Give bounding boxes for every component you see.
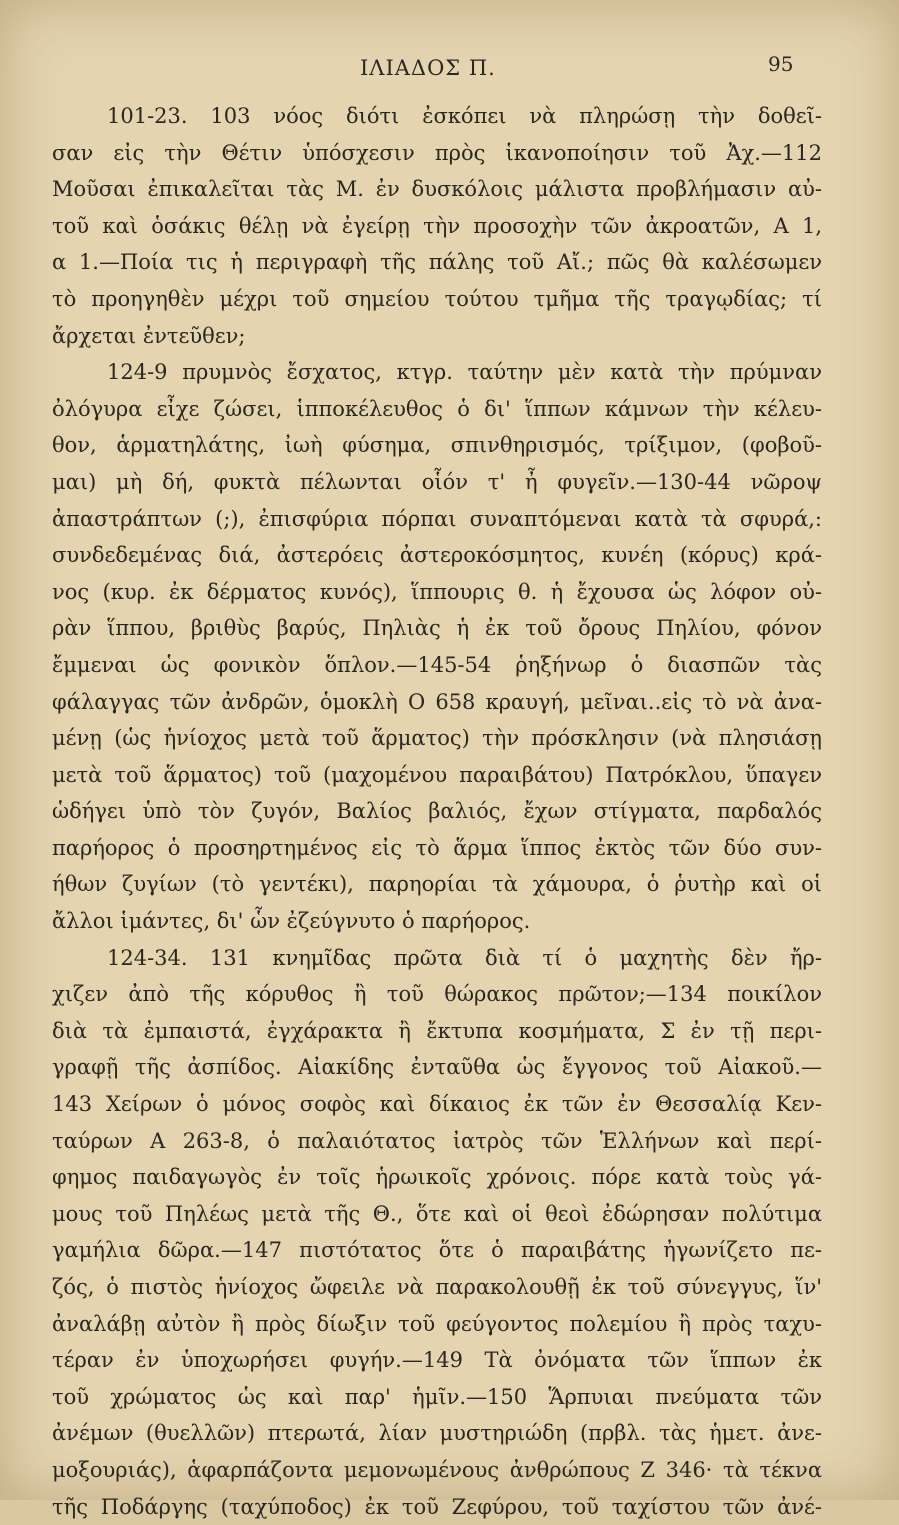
text-line: θον, ἁρματηλάτης, ἰωὴ φύσημα, σπινθηρισμός, τρίξιμον, (φοβοῦ-	[52, 433, 822, 458]
text-line: τέραν ἐν ὑποχωρήσει φυγήν.—149 Τὰ ὀνόματα τῶν ἵππων ἐκ	[52, 1348, 822, 1373]
text-line: ἀπαστράπτων (;), ἐπισφύρια πόρπαι συναπτόμεναι κατὰ τὰ σφυρά,:	[52, 506, 822, 531]
running-title: ΙΛΙΑΔΟΣ Π.	[360, 56, 496, 80]
text-line: γαμήλια δῶρα.—147 πιστότατος ὅτε ὁ παραιβάτης ἠγωνίζετο πε-	[52, 1238, 822, 1263]
text-line: τῆς Ποδάργης (ταχύποδος) ἐκ τοῦ Ζεφύρου, τοῦ ταχίστου τῶν ἀνέ-	[52, 1494, 822, 1519]
text-line: φάλαγγας τῶν ἀνδρῶν, ὁμοκλὴ Ο 658 κραυγή, μεῖναι..εἰς τὸ νὰ ἀνα-	[52, 689, 822, 714]
text-line: μένῃ (ὡς ἡνίοχος μετὰ τοῦ ἅρματος) τὴν πρόσκλησιν (νὰ πλησιάσῃ	[52, 726, 822, 751]
text-line: γραφῇ τῆς ἀσπίδος. Αἰακίδης ἐνταῦθα ὡς ἔγγονος τοῦ Αἰακοῦ.—	[52, 1055, 822, 1080]
text-line: χιζεν ἀπὸ τῆς κόρυθος ἢ τοῦ θώρακος πρῶτον;—134 ποικίλον	[52, 982, 822, 1007]
text-line: μαι) μὴ δή, φυκτὰ πέλωνται οἷόν τ' ἦ φυγεῖν.—130-44 νῶροψ	[52, 469, 822, 494]
text-line: ὀλόγυρα εἶχε ζώσει, ἱπποκέλευθος ὁ δι' ἵππων κάμνων τὴν κέλευ-	[52, 396, 822, 421]
text-line: τοῦ καὶ ὁσάκις θέλῃ νὰ ἐγείρῃ τὴν προσοχὴν τῶν ἀκροατῶν, Α 1,	[52, 213, 822, 238]
text-line: ζός, ὁ πιστὸς ἡνίοχος ὤφειλε νὰ παρακολουθῇ ἐκ τοῦ σύνεγγυς, ἵν'	[52, 1275, 822, 1299]
text-line: συνδεδεμένας διά, ἀστερόεις ἀστεροκόσμητος, κυνέη (κόρυς) κρά-	[52, 543, 822, 568]
text-line: α 1.—Ποία τις ἡ περιγραφὴ τῆς πάλης τοῦ Αἴ.; πῶς θὰ καλέσωμεν	[52, 250, 822, 275]
text-line: ρὰν ἵππου, βριθὺς βαρύς, Πηλιὰς ἡ ἐκ τοῦ ὄρους Πηλίου, φόνον	[52, 616, 822, 641]
text-line: 143 Χείρων ὁ μόνος σοφὸς καὶ δίκαιος ἐκ τῶν ἐν Θεσσαλίᾳ Κεν-	[52, 1092, 822, 1117]
text-line: 124-9 πρυμνὸς ἔσχατος, κτγρ. ταύτην μὲν κατὰ τὴν πρύμναν	[107, 360, 822, 385]
text-line: μοξουριάς), ἁφαρπάζοντα μεμονωμένους ἀνθρώπους Ζ 346· τὰ τέκνα	[52, 1457, 822, 1482]
text-line: ταύρων Α 263-8, ὁ παλαιότατος ἰατρὸς τῶν Ἑλλήνων καὶ περί-	[52, 1128, 822, 1153]
text-line: ἀναλάβῃ αὐτὸν ἢ πρὸς δίωξιν τοῦ φεύγοντος πολεμίου ἢ πρὸς ταχυ-	[52, 1311, 822, 1336]
text-line: μετὰ τοῦ ἅρματος) τοῦ (μαχομένου παραιβάτου) Πατρόκλου, ὕπαγεν	[52, 762, 822, 787]
page-header	[0, 52, 899, 96]
text-line: νος (κυρ. ἐκ δέρματος κυνός), ἵππουρις θ. ἡ ἔχουσα ὡς λόφον οὐ-	[52, 579, 822, 604]
text-line: 101-23. 103 νόος διότι ἐσκόπει νὰ πληρώσῃ τὴν δοθεῖ-	[107, 104, 822, 128]
text-line: διὰ τὰ ἐμπαιστά, ἐγχάρακτα ἢ ἔκτυπα κοσμήματα, Σ ἐν τῇ περι-	[52, 1018, 822, 1043]
text-line: 124-34. 131 κνημῖδας πρῶτα διὰ τί ὁ μαχητὴς δὲν ἤρ-	[107, 945, 822, 970]
text-line: ἄλλοι ἱμάντες, δι' ὧν ἐζεύγνυτο ὁ παρήορος.	[52, 909, 531, 934]
text-line: ἄρχεται ἐντεῦθεν;	[52, 323, 246, 348]
text-line: ἔμμεναι ὡς φονικὸν ὅπλον.—145-54 ῥηξήνωρ ὁ διασπῶν τὰς	[52, 652, 822, 677]
text-line: Μοῦσαι ἐπικαλεῖται τὰς Μ. ἐν δυσκόλοις μάλιστα προβλήμασιν αὐ-	[52, 177, 822, 202]
text-line: παρήορος ὁ προσηρτημένος εἰς τὸ ἅρμα ἵππος ἐκτὸς τῶν δύο συν-	[52, 835, 822, 860]
commentary-text	[52, 98, 822, 1525]
text-line: τοῦ χρώματος ὡς καὶ παρ' ἡμῖν.—150 Ἅρπυιαι πνεύματα τῶν	[52, 1384, 822, 1409]
page-number: 95	[768, 52, 794, 76]
text-line: μους τοῦ Πηλέως μετὰ τῆς Θ., ὅτε καὶ οἱ θεοὶ ἐδώρησαν πολύτιμα	[52, 1201, 822, 1226]
text-line: ἀνέμων (θυελλῶν) πτερωτά, λίαν μυστηριώδη (πρβλ. τὰς ἡμετ. ἀνε-	[52, 1421, 822, 1446]
text-line: σαν εἰς τὴν Θέτιν ὑπόσχεσιν πρὸς ἱκανοποίησιν τοῦ Ἀχ.—112	[52, 140, 822, 165]
text-line: ήθων ζυγίων (τὸ γεντέκι), παρηορίαι τὰ χάμουρα, ὁ ῥυτὴρ καὶ οἱ	[52, 872, 822, 897]
text-line: ὡδήγει ὑπὸ τὸν ζυγόν, Βαλίος βαλιός, ἔχων στίγματα, παρδαλός	[52, 799, 822, 824]
text-line: φημος παιδαγωγὸς ἐν τοῖς ἡρωικοῖς χρόνοις. πόρε κατὰ τοὺς γά-	[52, 1165, 822, 1190]
text-line: τὸ προηγηθὲν μέχρι τοῦ σημείου τούτου τμῆμα τῆς τραγῳδίας; τί	[52, 286, 822, 311]
